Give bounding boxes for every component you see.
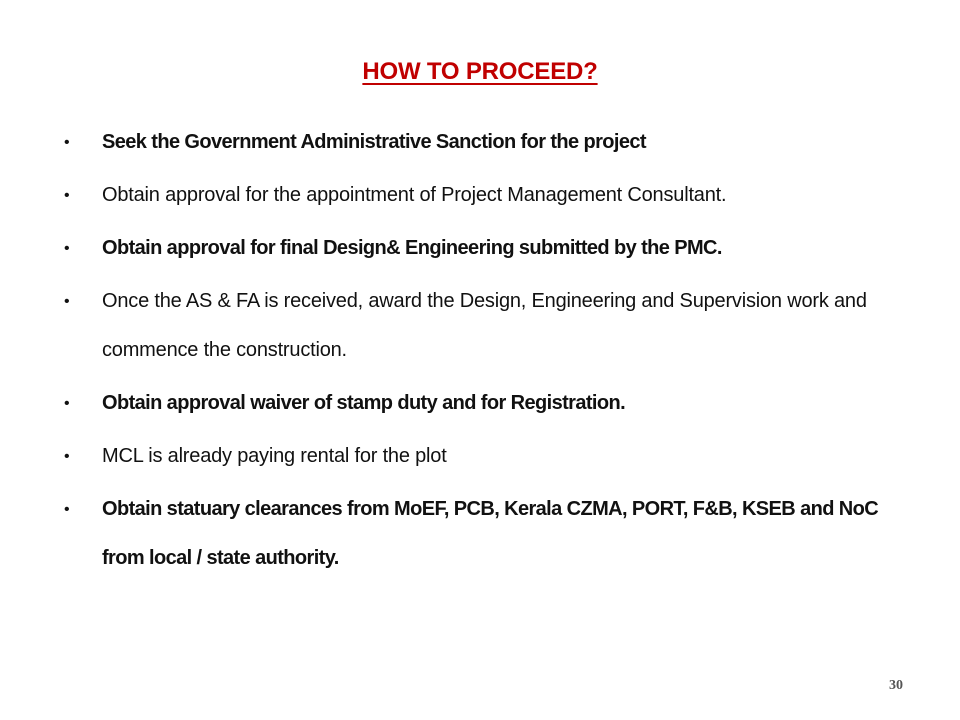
- bullet-item: [62, 432, 912, 481]
- bullet-text: Seek the Government Administrative Sanction for the project: [102, 131, 646, 153]
- bullet-text: Obtain approval for the appointment of Project Management Consultant.: [102, 184, 727, 206]
- bullet-icon: •: [64, 395, 70, 412]
- bullet-item: [62, 171, 912, 220]
- bullet-item: [62, 485, 912, 583]
- bullet-icon: •: [64, 501, 70, 518]
- bullet-text: MCL is already paying rental for the plot: [102, 445, 447, 467]
- bullet-text: Obtain statuary clearances from MoEF, PCB, Kerala CZMA, PORT, F&B, KSEB and NoC from local / state authority.: [102, 498, 879, 569]
- bullet-item: [62, 379, 912, 428]
- bullet-icon: •: [64, 187, 70, 204]
- bullet-item: [62, 224, 912, 273]
- bullet-icon: •: [64, 134, 70, 151]
- bullet-list: [62, 118, 912, 587]
- bullet-icon: •: [64, 293, 70, 310]
- bullet-icon: •: [64, 448, 70, 465]
- bullet-item: [62, 277, 912, 375]
- bullet-text: Once the AS & FA is received, award the Design, Engineering and Supervision work and commence the construction.: [102, 290, 867, 361]
- page-number: 30: [889, 678, 903, 693]
- slide-title: HOW TO PROCEED?: [362, 58, 598, 85]
- bullet-text: Obtain approval for final Design& Engineering submitted by the PMC.: [102, 237, 722, 259]
- bullet-text: Obtain approval waiver of stamp duty and for Registration.: [102, 392, 626, 414]
- bullet-item: [62, 118, 912, 167]
- bullet-icon: •: [64, 240, 70, 257]
